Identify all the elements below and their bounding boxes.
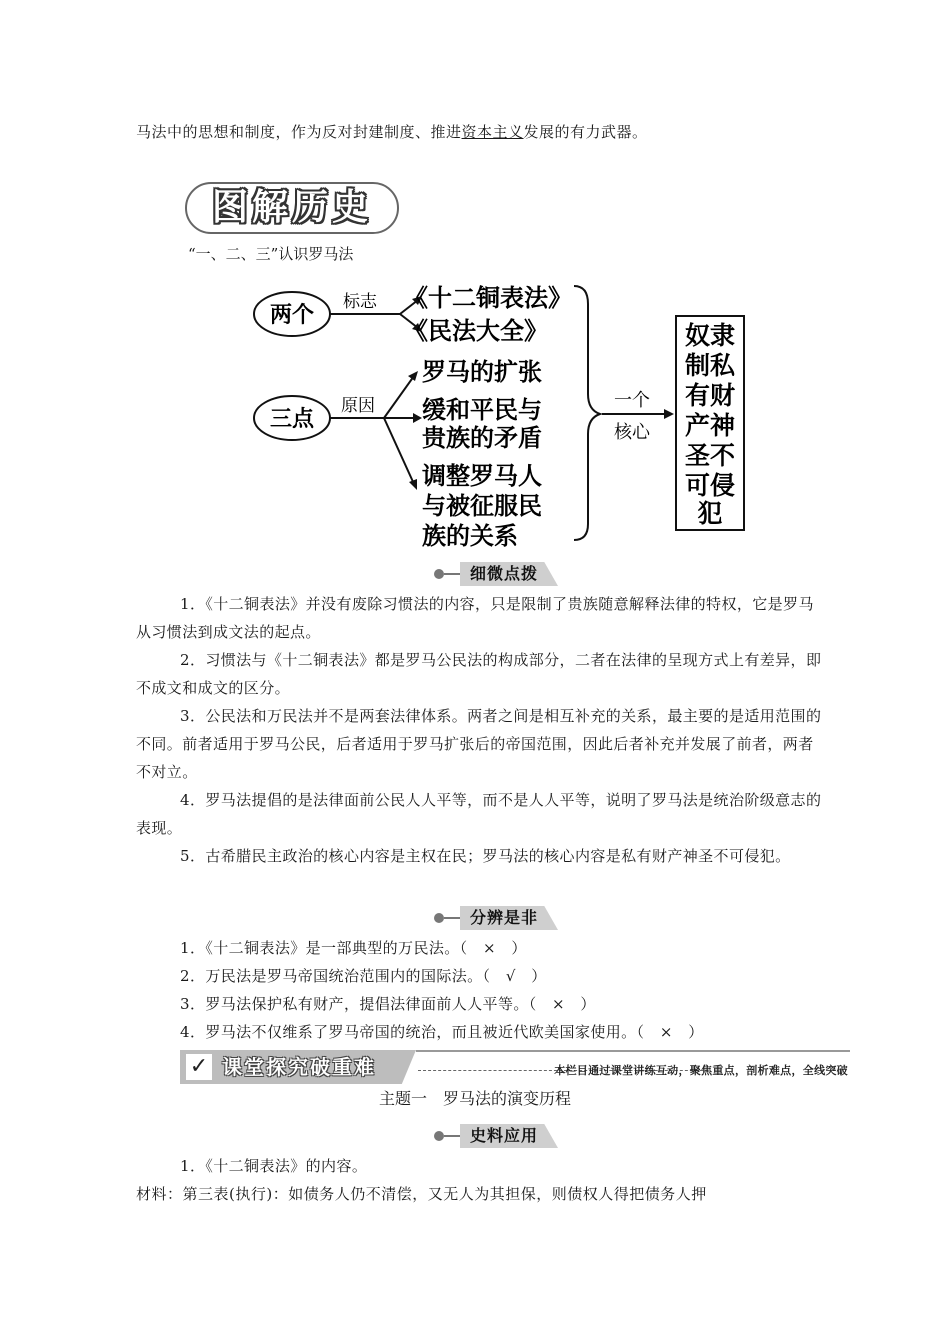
tag-dot [434, 913, 444, 923]
tip-item: 2．习惯法与《十二铜表法》都是罗马公民法的构成部分，二者在法律的呈现方式上有差异，即不成文和成文的区分。 [136, 651, 822, 697]
class-header-bar [180, 1050, 850, 1084]
result-line-7: 犯 [697, 499, 723, 528]
tag-dot [434, 1131, 444, 1141]
section-tag-material [434, 1124, 558, 1148]
material-item: 1．《十二铜表法》的内容。 [180, 1157, 368, 1175]
intro-underlined: 资本主义 [461, 123, 524, 141]
reason2a: 缓和平民与 [422, 396, 542, 424]
tip-item: 1．《十二铜表法》并没有废除习惯法的内容，只是限制了贵族随意解释法律的特权，它是罗马从习惯法到成文法的起点。 [136, 595, 814, 641]
topic-title: 主题一 罗马法的演变历程 [378, 1089, 571, 1108]
intro-before: 马法中的思想和制度，作为反对封建制度、推进 [136, 123, 462, 141]
tag-label: 分辨是非 [470, 908, 539, 927]
diagram-caption: “一、二、三”认识罗马法 [188, 245, 354, 263]
result-line-5: 圣不 [684, 441, 736, 470]
judge-item: 4．罗马法不仅维系了罗马帝国的统治，而且被近代欧美国家使用。（ × ） [180, 1023, 704, 1041]
result-line-1: 奴隶 [684, 321, 736, 350]
core-arrowhead [664, 409, 674, 419]
sign-label: 标志 [343, 292, 377, 312]
tip-item: 3．公民法和万民法并不是两套法律体系。两者之间是相互补充的关系，最主要的是适用范围的不同。前者适用于罗马公民，后者适用于罗马扩张后的帝国范围，因此后者补充并发展了前者，两者不对立。 [136, 707, 822, 781]
section-tag-tips [434, 562, 558, 586]
tag-label: 史料应用 [470, 1126, 539, 1145]
tag-label: 细微点拨 [470, 564, 539, 583]
core-label: 核心 [614, 422, 650, 443]
material-text: 材料：第三表(执行)：如债务人仍不清偿，又无人为其担保，则债权人得把债务人押 [136, 1185, 707, 1203]
law2-label: 《民法大全》 [404, 317, 548, 345]
brace [574, 286, 600, 540]
two-label: 两个 [269, 303, 315, 328]
roman-law-diagram [240, 276, 760, 556]
arrow-r3 [384, 418, 414, 484]
arrowhead-r3 [409, 479, 417, 490]
result-line-6: 可侵 [684, 471, 736, 500]
tag-dot [434, 569, 444, 579]
tag-line [444, 1135, 462, 1137]
tip-item: 5．古希腊民主政治的核心内容是主权在民；罗马法的核心内容是私有财产神圣不可侵犯。 [180, 847, 791, 865]
law1-label: 《十二铜表法》 [404, 284, 572, 312]
reason1: 罗马的扩张 [422, 358, 542, 386]
intro-line [136, 118, 836, 146]
result-line-2: 制私 [684, 351, 736, 380]
judge-item: 1．《十二铜表法》是一部典型的万民法。（ × ） [180, 939, 527, 957]
result-line-4: 产神 [684, 411, 736, 440]
tag-line [444, 573, 462, 575]
judge-item: 2．万民法是罗马帝国统治范围内的国际法。（ √ ） [180, 967, 547, 985]
reason2b: 贵族的矛盾 [422, 424, 542, 452]
reason-label: 原因 [341, 396, 375, 416]
banner-title: 图解历史 [211, 187, 372, 228]
intro-after: 发展的有力武器。 [523, 123, 648, 141]
arrowhead-r1 [408, 371, 418, 381]
class-bar-note: 本栏目通过课堂讲练互动，聚焦重点，剖析难点，全线突破 [554, 1064, 848, 1077]
tip-item: 4．罗马法提倡的是法律面前公民人人平等，而不是人人平等，说明了罗马法是统治阶级意志的表现。 [136, 791, 822, 837]
tag-line [444, 917, 462, 919]
arrowhead-r2 [413, 413, 422, 423]
reason3c: 族的关系 [422, 522, 518, 550]
judge-item: 3．罗马法保护私有财产，提倡法律面前人人平等。（ × ） [180, 995, 596, 1013]
class-bar-title: 课堂探究破重难 [222, 1055, 376, 1079]
check-icon: ✓ [186, 1054, 212, 1080]
three-label: 三点 [269, 407, 315, 432]
result-line-3: 有财 [684, 381, 736, 410]
section-tag-judge [434, 906, 558, 930]
arrow-r1 [384, 376, 414, 418]
section-banner [185, 182, 399, 234]
reason3b: 与被征服民 [422, 492, 542, 520]
one-label: 一个 [614, 390, 650, 411]
class-bar-topline [416, 1050, 850, 1052]
reason3a: 调整罗马人 [422, 462, 542, 490]
